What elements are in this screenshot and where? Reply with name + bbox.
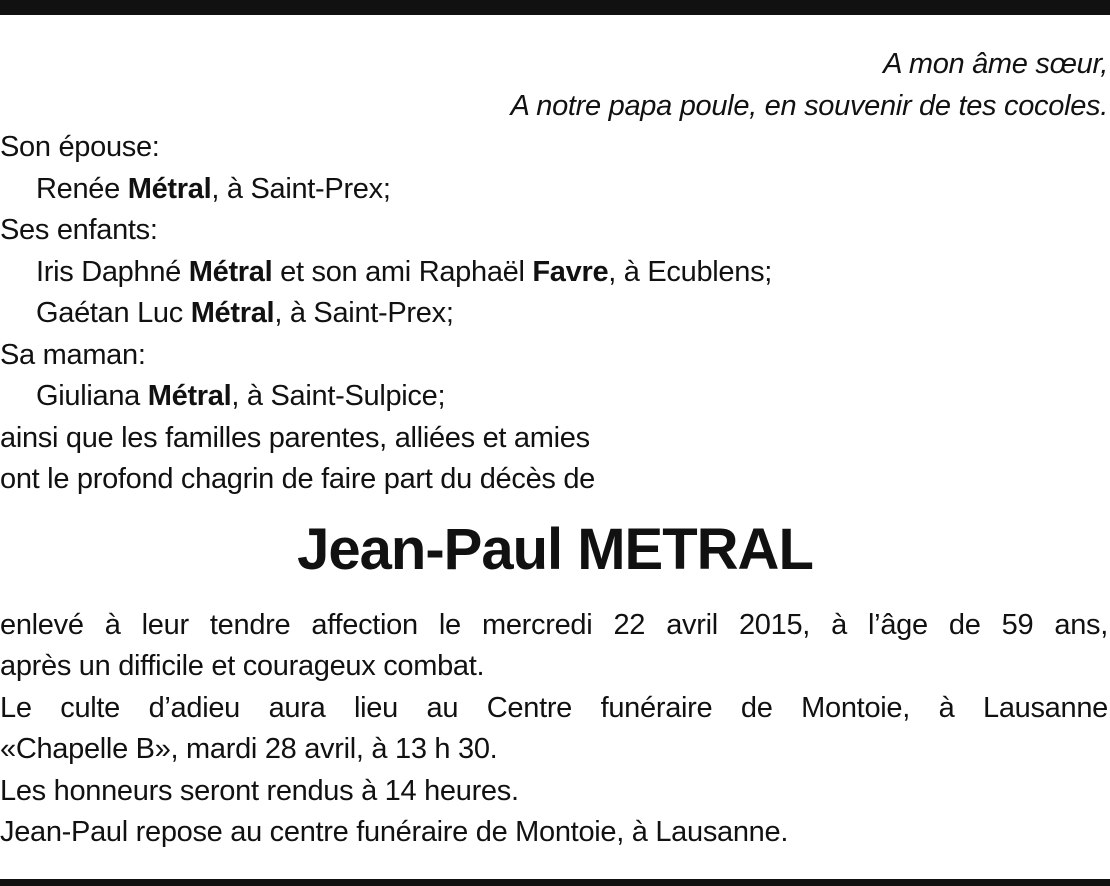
- dedication-line-2: A notre papa poule, en souvenir de tes cocoles.: [510, 89, 1108, 122]
- child1-partner-text: et son ami Raphaël: [272, 255, 533, 288]
- spouse-location: , à Saint-Prex;: [211, 172, 391, 205]
- announcement-line: ont le profond chagrin de faire part du décès de: [0, 463, 596, 495]
- details-line-4: «Chapelle B», mardi 28 avril, à 13 h 30.: [0, 733, 498, 765]
- details-line-2: après un difficile et courageux combat.: [0, 650, 485, 682]
- details-line-5: Les honneurs seront rendus à 14 heures.: [0, 774, 519, 807]
- child2-first-name: Gaétan Luc: [36, 297, 191, 329]
- mother-surname: Métral: [147, 380, 232, 412]
- deceased-name: Jean-Paul METRAL: [297, 516, 813, 582]
- spouse-entry: [0, 169, 1110, 211]
- mother-entry: [0, 376, 1110, 418]
- top-border-rule: [0, 0, 1110, 15]
- details-line-1: enlevé à leur tendre affection le mercredi 22 avril 2015, à l’âge de 59 ans,: [0, 608, 1108, 641]
- child2-location: , à Saint-Prex;: [274, 297, 454, 329]
- mother-location: , à Saint-Sulpice;: [231, 380, 446, 412]
- child-entry-1: [0, 252, 1110, 294]
- obituary-notice: [0, 44, 1110, 854]
- mother-first-name: Giuliana: [36, 380, 148, 412]
- details-line-6: Jean-Paul repose au centre funéraire de Montoie, à Lausanne.: [0, 816, 789, 848]
- spouse-surname: Métral: [127, 172, 212, 205]
- dedication-line-1: A mon âme sœur,: [883, 48, 1108, 80]
- child1-location: , à Ecublens;: [608, 255, 773, 288]
- child1-partner-surname: Favre: [532, 255, 609, 288]
- bottom-border-rule: [0, 879, 1110, 886]
- extended-family-line: ainsi que les familles parentes, alliées et amies: [0, 421, 590, 454]
- spouse-heading: Son épouse:: [0, 131, 160, 163]
- children-heading: Ses enfants:: [0, 214, 158, 246]
- child2-surname: Métral: [190, 297, 275, 329]
- mother-heading: Sa maman:: [0, 338, 146, 371]
- spouse-first-name: Renée: [36, 172, 128, 205]
- child-entry-2: [0, 293, 1110, 335]
- details-line-3: Le culte d’adieu aura lieu au Centre funéraire de Montoie, à Lausanne: [0, 691, 1108, 724]
- child1-first-name: Iris Daphné: [36, 255, 189, 288]
- child1-surname: Métral: [188, 255, 273, 288]
